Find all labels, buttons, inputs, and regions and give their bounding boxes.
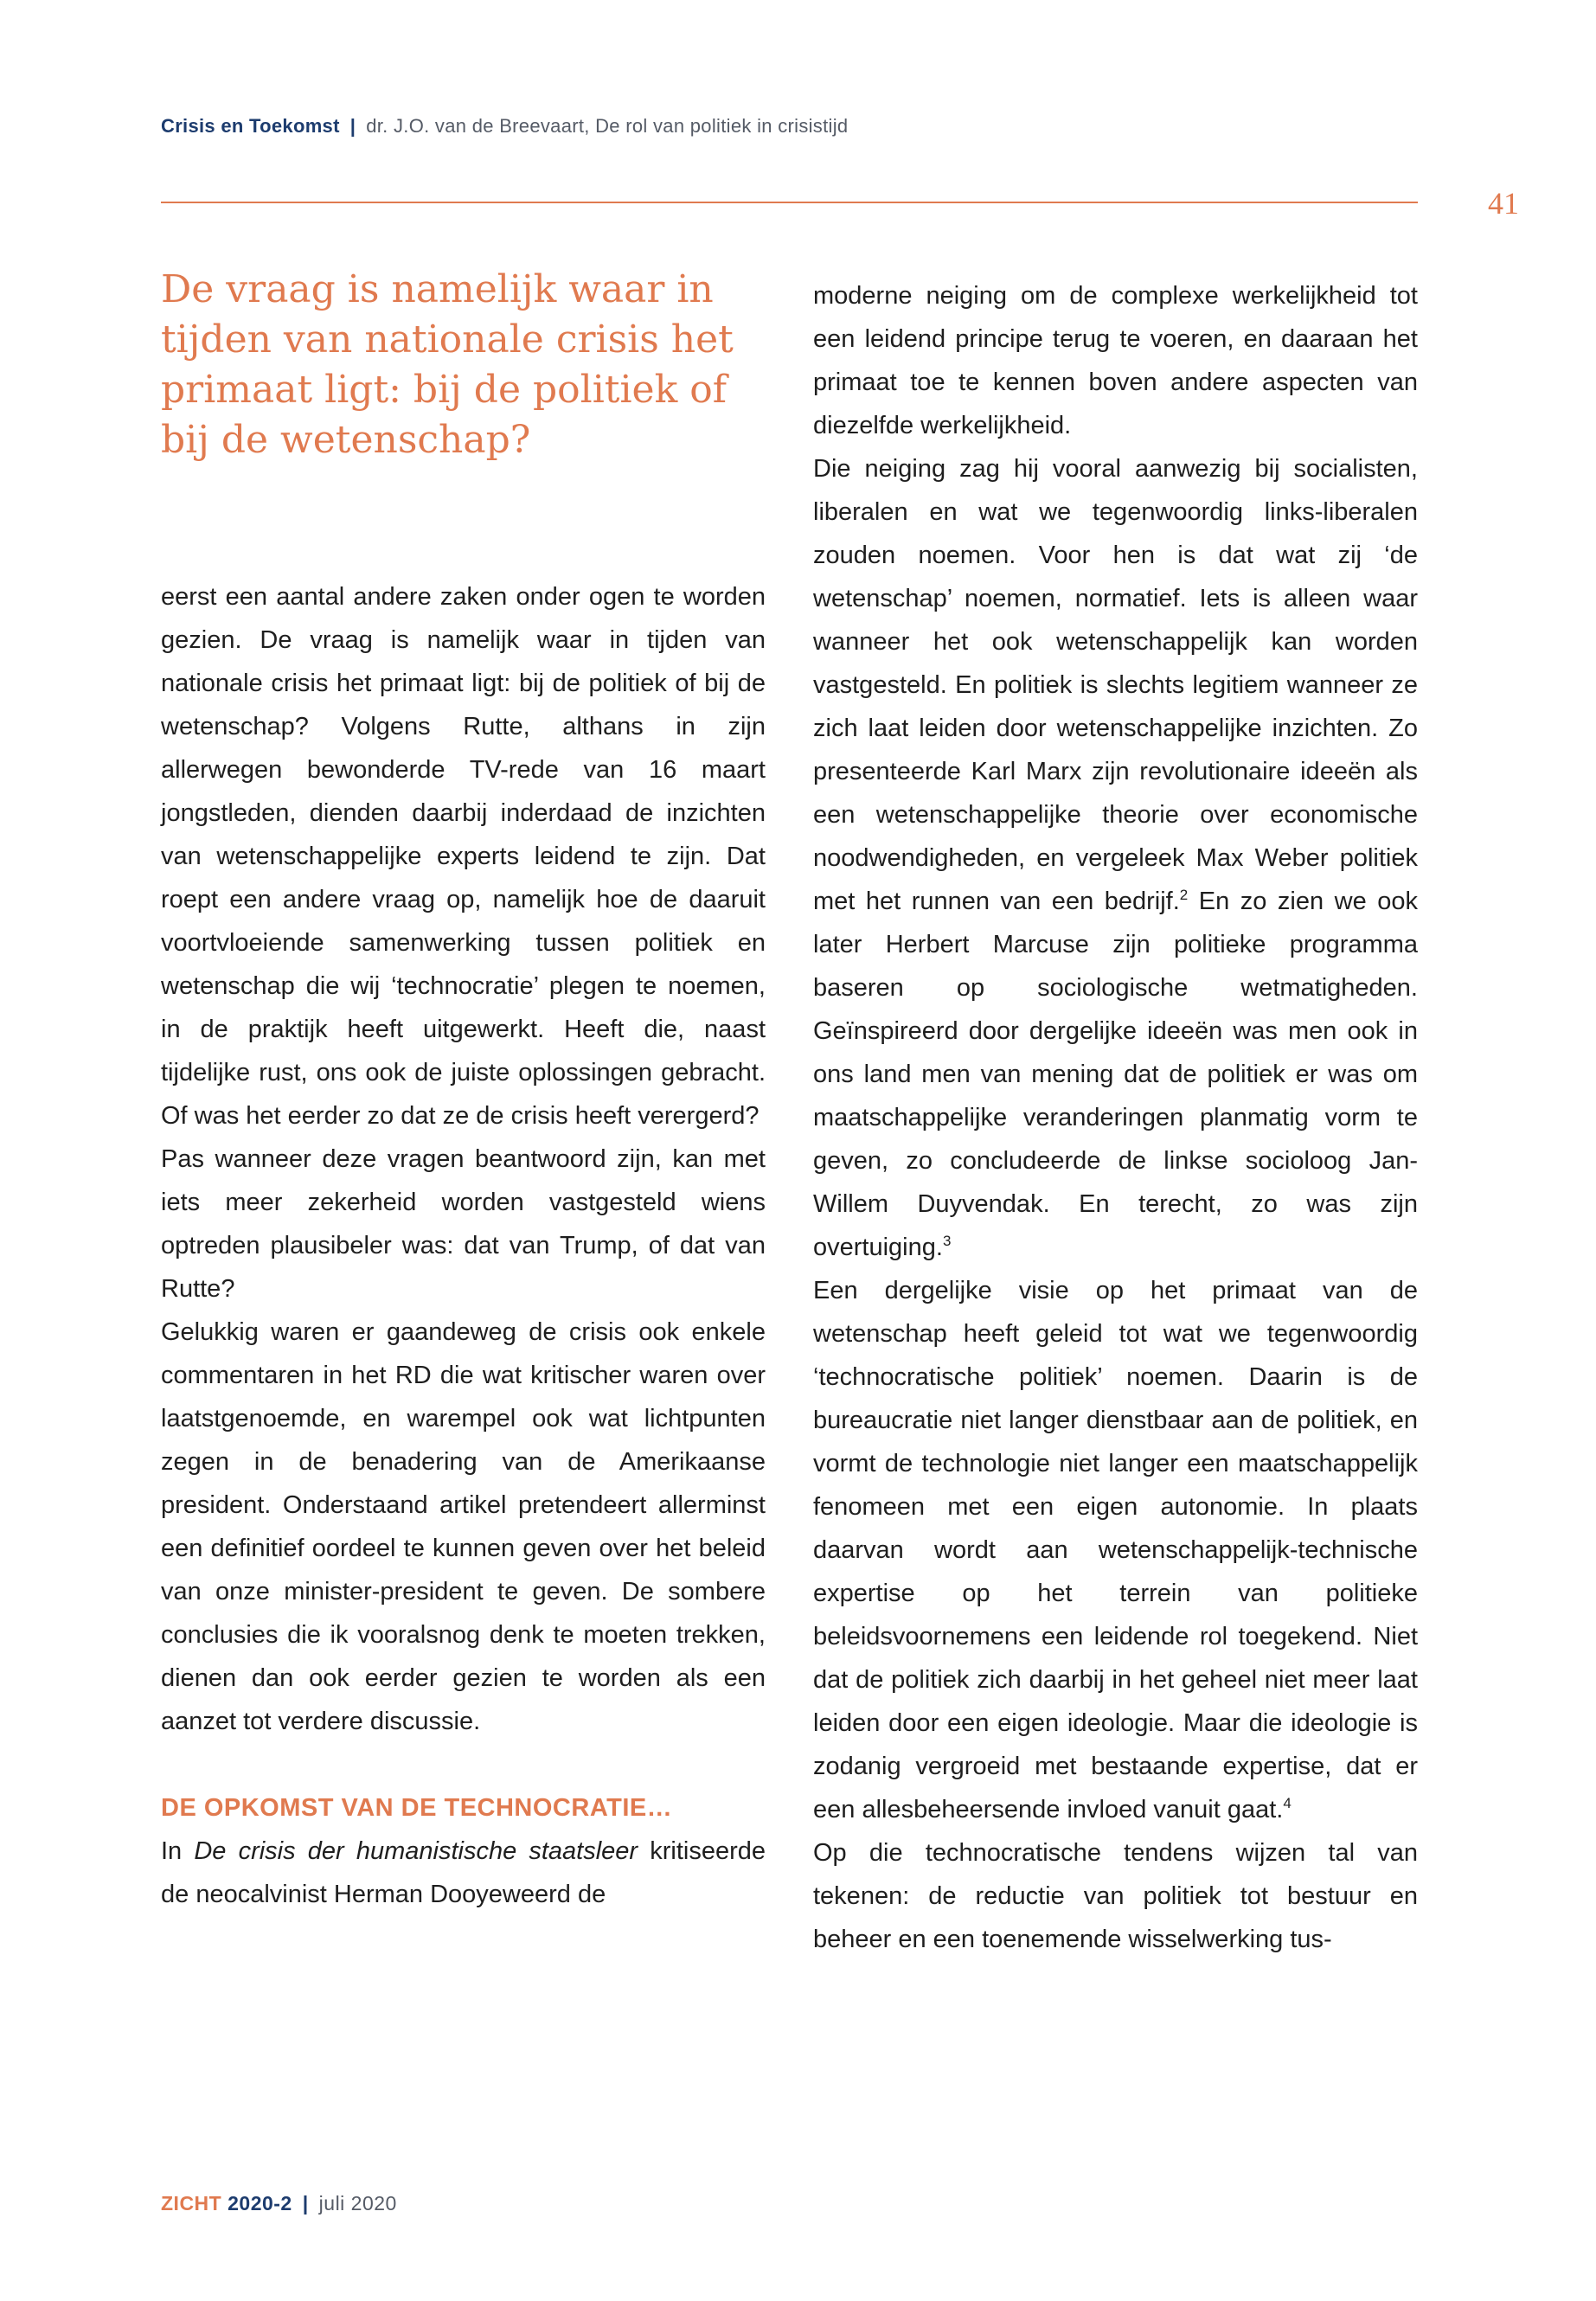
paragraph — [161, 1830, 766, 1916]
paragraph — [813, 1269, 1418, 1831]
header-separator: | — [349, 115, 356, 137]
paragraph: Pas wanneer deze vragen beantwoord zijn, kan met iets meer zekerheid worden vastgesteld wiens optreden plausibeler was: dat van Trump, of dat van Rutte? — [161, 1145, 766, 1303]
footnote-marker: 2 — [1179, 887, 1189, 903]
author-article-title: dr. J.O. van de Breevaart, De rol van politiek in crisistijd — [366, 115, 849, 137]
section-subheading: DE OPKOMST VAN DE TECHNOCRATIE… — [161, 1794, 673, 1822]
issue-number: 2020-2 — [228, 2192, 292, 2214]
paragraph: Gelukkig waren er gaandeweg de crisis ook enkele commentaren in het RD die wat kritischer waren over laatstgenoemde, en warempel ook wat lichtpunten zegen in de benadering van de Amerikaanse president. Onderstaand artikel pretendeert allerminst een definitief oordeel te kunnen geven over het beleid van onze minister-president te geven. De sombere conclusies die ik vooralsnog denk te moeten trekken, dienen dan ook eerder gezien te worden als een aanzet tot verdere discussie. — [161, 1318, 766, 1735]
running-header — [161, 115, 848, 138]
paragraph — [813, 447, 1418, 1269]
footer-separator: | — [302, 2192, 309, 2214]
magazine-name: ZICHT — [161, 2192, 222, 2214]
left-column — [161, 575, 766, 1916]
header-rule — [161, 202, 1418, 203]
paragraph-text: Een dergelijke visie op het primaat van de wetenschap heeft geleid tot wat we tegenwoordig ‘technocratische politiek’ noemen. Daarin is de bureaucratie niet langer dienstbaar aan de politiek, en vormt de technologie niet langer een maatschappelijk fenomeen met een eigen autonomie. In plaats daarvan wordt aan wetenschappelijk-technische expertise op het terrein van politieke beleidsvoornemens een leidende rol toegekend. Niet dat de politiek zich daarbij in het geheel niet meer laat leiden door een eigen ideologie. Maar die ideologie is zodanig vergroeid met bestaande expertise, dat er een allesbeheersende invloed vanuit gaat. — [813, 1277, 1418, 1823]
paragraph-text: En zo zien we ook later Herbert Marcuse zijn politieke programma baseren op sociologische wetmatigheden. Geïnspireerd door dergelijke ideeën was men ook in ons land men van mening dat de politiek er was om maatschappelijke veranderingen planmatig vorm te geven, zo concludeerde de linkse socioloog Jan-Willem Duyvendak. En terecht, zo was zijn overtuiging. — [813, 888, 1418, 1261]
page-number: 41 — [1488, 186, 1519, 221]
paragraph-text: kritiseerde de neocalvinist Herman Dooyeweerd de — [161, 1837, 766, 1908]
paragraph: eerst een aantal andere zaken onder ogen te worden gezien. De vraag is namelijk waar in tijden van nationale crisis het primaat ligt: bij de politiek of bij de wetenschap? Volgens Rutte, althans in zijn allerwegen bewonderde TV-rede van 16 maart jongstleden, dienden daarbij inderdaad de inzichten van wetenschappelijke experts leidend te zijn. Dat roept een andere vraag op, namelijk hoe de daaruit voortvloeiende samenwerking tussen politiek en wetenschap die wij ‘technocratie’ plegen te noemen, in de praktijk heeft uitgewerkt. Heeft die, naast tijdelijke rust, ons ook de juiste oplossingen gebracht. Of was het eerder zo dat ze de crisis heeft verergerd? — [161, 583, 766, 1130]
footnote-marker: 3 — [942, 1233, 952, 1249]
pull-quote: De vraag is namelijk waar in tijden van nationale crisis het primaat ligt: bij de politiek of bij de wetenschap? — [161, 267, 734, 462]
paragraph: Op die technocratische tendens wijzen tal van tekenen: de reductie van politiek tot bestuur en beheer en een toenemende wisselwerking tus- — [813, 1839, 1418, 1953]
paragraph-text: In — [161, 1837, 195, 1865]
footnote-marker: 4 — [1283, 1795, 1292, 1811]
page-footer — [161, 2192, 397, 2215]
issue-date: juli 2020 — [318, 2192, 397, 2214]
paragraph-text: Die neiging zag hij vooral aanwezig bij socialisten, liberalen en wat we tegenwoordig links-liberalen zouden noemen. Voor hen is dat wat zij ‘de wetenschap’ noemen, normatief. Iets is alleen waar wanneer het ook wetenschappelijk kan worden vastgesteld. En politiek is slechts legitiem wanneer ze zich laat leiden door wetenschappelijke inzichten. Zo presenteerde Karl Marx zijn revolutionaire ideeën als een wetenschappelijke theorie over economische noodwendigheden, en vergeleek Max Weber politiek met het runnen van een bedrijf. — [813, 455, 1418, 915]
paragraph: moderne neiging om de complexe werkelijkheid tot een leidend principe terug te voeren, en daaraan het primaat toe te kennen boven andere aspecten van diezelfde werkelijkheid. — [813, 282, 1418, 439]
book-title: De crisis der humanistische staatsleer — [194, 1837, 638, 1865]
right-column — [813, 274, 1418, 1961]
publication-title: Crisis en Toekomst — [161, 115, 340, 137]
